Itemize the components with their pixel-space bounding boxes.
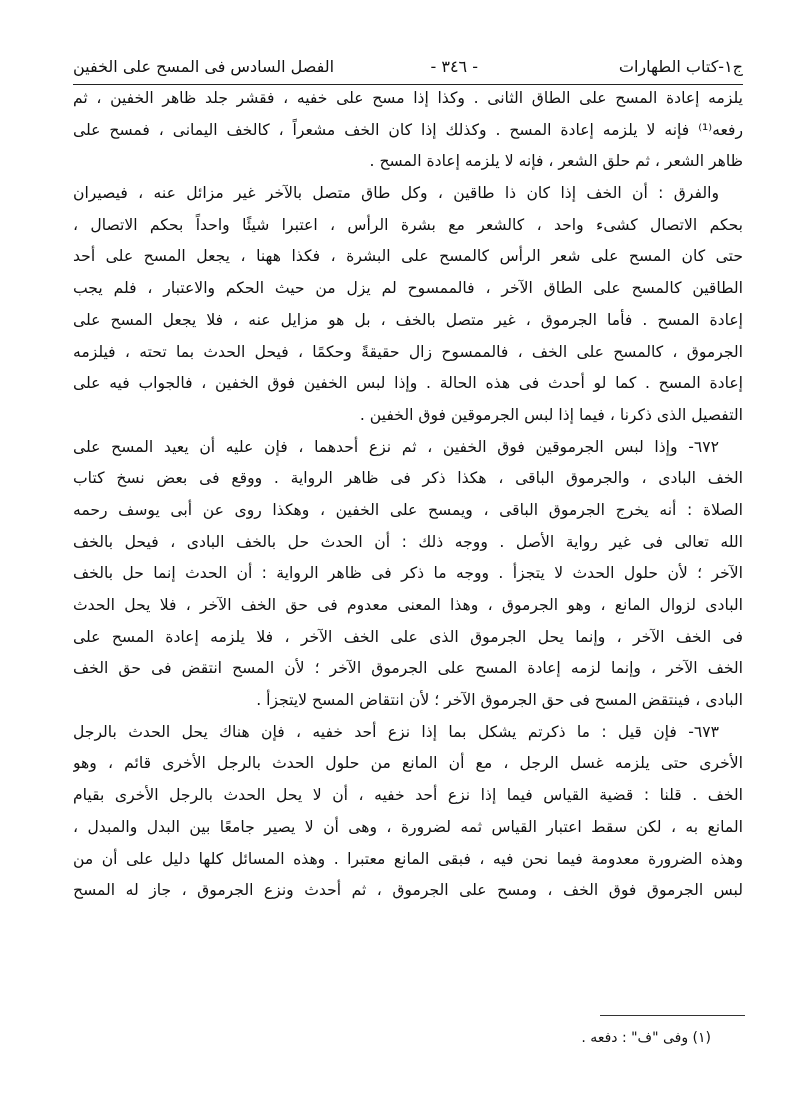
page-body-text — [73, 83, 743, 907]
paragraph — [73, 432, 743, 717]
text-line: الطاقين كالمسح على الطاق الآخر ، فالممسوح لم يزل من حيث الحكم والاعتبار ، فلم يجب — [73, 279, 743, 298]
text-line: وهذه الضرورة معدومة فيما نحن فيه ، فبقى المانع معتبرا . وهذه المسائل كلها دليل على أن من — [73, 849, 743, 868]
text-line: والفرق : أن الخف إذا كان ذا طاقين ، وكل طاق متصل بالآخر غير مزائل عنه ، فيصيران — [73, 184, 719, 203]
page-number: - ٣٤٦ - — [430, 57, 478, 76]
text-line: البادى ، فينتقض المسح فى حق الجرموق الآخر ؛ لأن انتقاض المسح لايتجزأ . — [256, 691, 743, 710]
running-header — [73, 55, 743, 83]
text-line: ظاهر الشعر ، ثم حلق الشعر ، فإنه لا يلزمه إعادة المسح . — [369, 152, 743, 171]
text-line: إعادة المسح . فأما الجرموق ، غير متصل بالخف ، بل هو مزايل عنه ، فلا يجعل المسح على — [73, 310, 743, 329]
text-line: الآخر ؛ لأن حلول الحدث لا يتجزأ . ووجه ما ذكر فى ظاهر الرواية : أن الحدث إنما حل بالخف — [73, 564, 743, 583]
text-line: الجرموق ، كالمسح على الخف ، فالممسوح زال حقيقةً وحكمًا ، فيحل الحدث بما تحته ، فيلزمه — [73, 342, 743, 361]
paragraph — [73, 178, 743, 432]
text-line: بحكم الاتصال كشىء واحد ، كالشعر مع بشرة الرأس ، اعتبرا شيئًا واحداً بحكم الاتصال ، — [73, 215, 743, 234]
header-chapter-title: الفصل السادس فى المسح على الخفين — [73, 57, 335, 76]
footnote-divider — [600, 1015, 745, 1016]
text-line: المانع به ، لكن سقط اعتبار القياس ثمه لضرورة ، وهى أن لا يصير جامعًا بين البدل والمبدل ، — [73, 817, 743, 836]
text-line: ٦٧٢- وإذا لبس الجرموقين فوق الخفين ، ثم نزع أحدهما ، فإن عليه أن يعيد المسح على — [73, 437, 719, 456]
text-line: الصلاة : أنه يخرج الجرموق الباقى ، ويمسح على الخفين ، وهكذا روى عن أبى يوسف رحمه — [73, 500, 743, 519]
text-line: الله تعالى فى غير رواية الأصل . ووجه ذلك : أن الحدث حل بالخف البادى ، فيحل بالخف — [73, 532, 743, 551]
text-line: البادى لزوال المانع ، وهو الجرموق ، وهذا المعنى معدوم فى حق الخف الآخر ، فلا يحل الحدث — [73, 596, 743, 614]
text-line: الأخرى حتى يلزمه غسل الرجل ، مع أن المانع من حلول الحدث بالرجل الأخرى قائم ، وهو — [73, 754, 743, 773]
header-book-volume: ج١-كتاب الطهارات — [618, 57, 743, 76]
footnote: (١) وفى "ف" : دفعه . — [581, 1030, 711, 1046]
text-line: رفعه⁽¹⁾ فإنه لا يلزمه إعادة المسح . وكذلك إذا كان الخف مشعراً ، كالخف اليمانى ، فمسح على — [73, 120, 743, 139]
text-line: حتى كان المسح على شعر الرأس كالمسح على البشرة ، فكذا ههنا ، يجعل المسح على أحد — [73, 247, 743, 266]
text-line: يلزمه إعادة المسح على الطاق الثانى . وكذا إذا مسح على خفيه ، فقشر جلد ظاهر الخفين ، ثم — [73, 89, 743, 107]
text-line: الخف البادى ، والجرموق الباقى ، هكذا ذكر فى ظاهر الرواية . ووقع فى بعض نسخ كتاب — [73, 469, 743, 488]
paragraph — [73, 83, 743, 178]
text-line: إعادة المسح . كما لو أحدث فى هذه الحالة . وإذا لبس الخفين فوق الخفين ، فالجواب فيه على — [73, 374, 743, 393]
text-line: ٦٧٣- فإن قيل : ما ذكرتم يشكل بما إذا نزع أحد خفيه ، فإن هناك يحل الحدث بالرجل — [73, 722, 719, 741]
paragraph — [73, 717, 743, 907]
text-line: الخف الآخر ، وإنما لزمه إعادة المسح على الجرموق الآخر ؛ لأن المسح انتقض فى حق الخف — [73, 659, 743, 678]
text-line: فى الخف الآخر ، وإنما يحل الجرموق الذى على الخف الآخر ، فلا يلزمه إعادة المسح على — [73, 627, 743, 646]
text-line: الخف . قلنا : قضية القياس فيما إذا نزع أحد خفيه ، أن لا يحل الحدث بالرجل الأخرى بقيام — [73, 786, 743, 805]
text-line: لبس الجرموق فوق الخف ، ومسح على الجرموق ، ثم أحدث ونزع الجرموق ، جاز له المسح — [73, 881, 743, 900]
text-line: التفصيل الذى ذكرنا ، فيما إذا لبس الجرموقين فوق الخفين . — [359, 405, 743, 424]
